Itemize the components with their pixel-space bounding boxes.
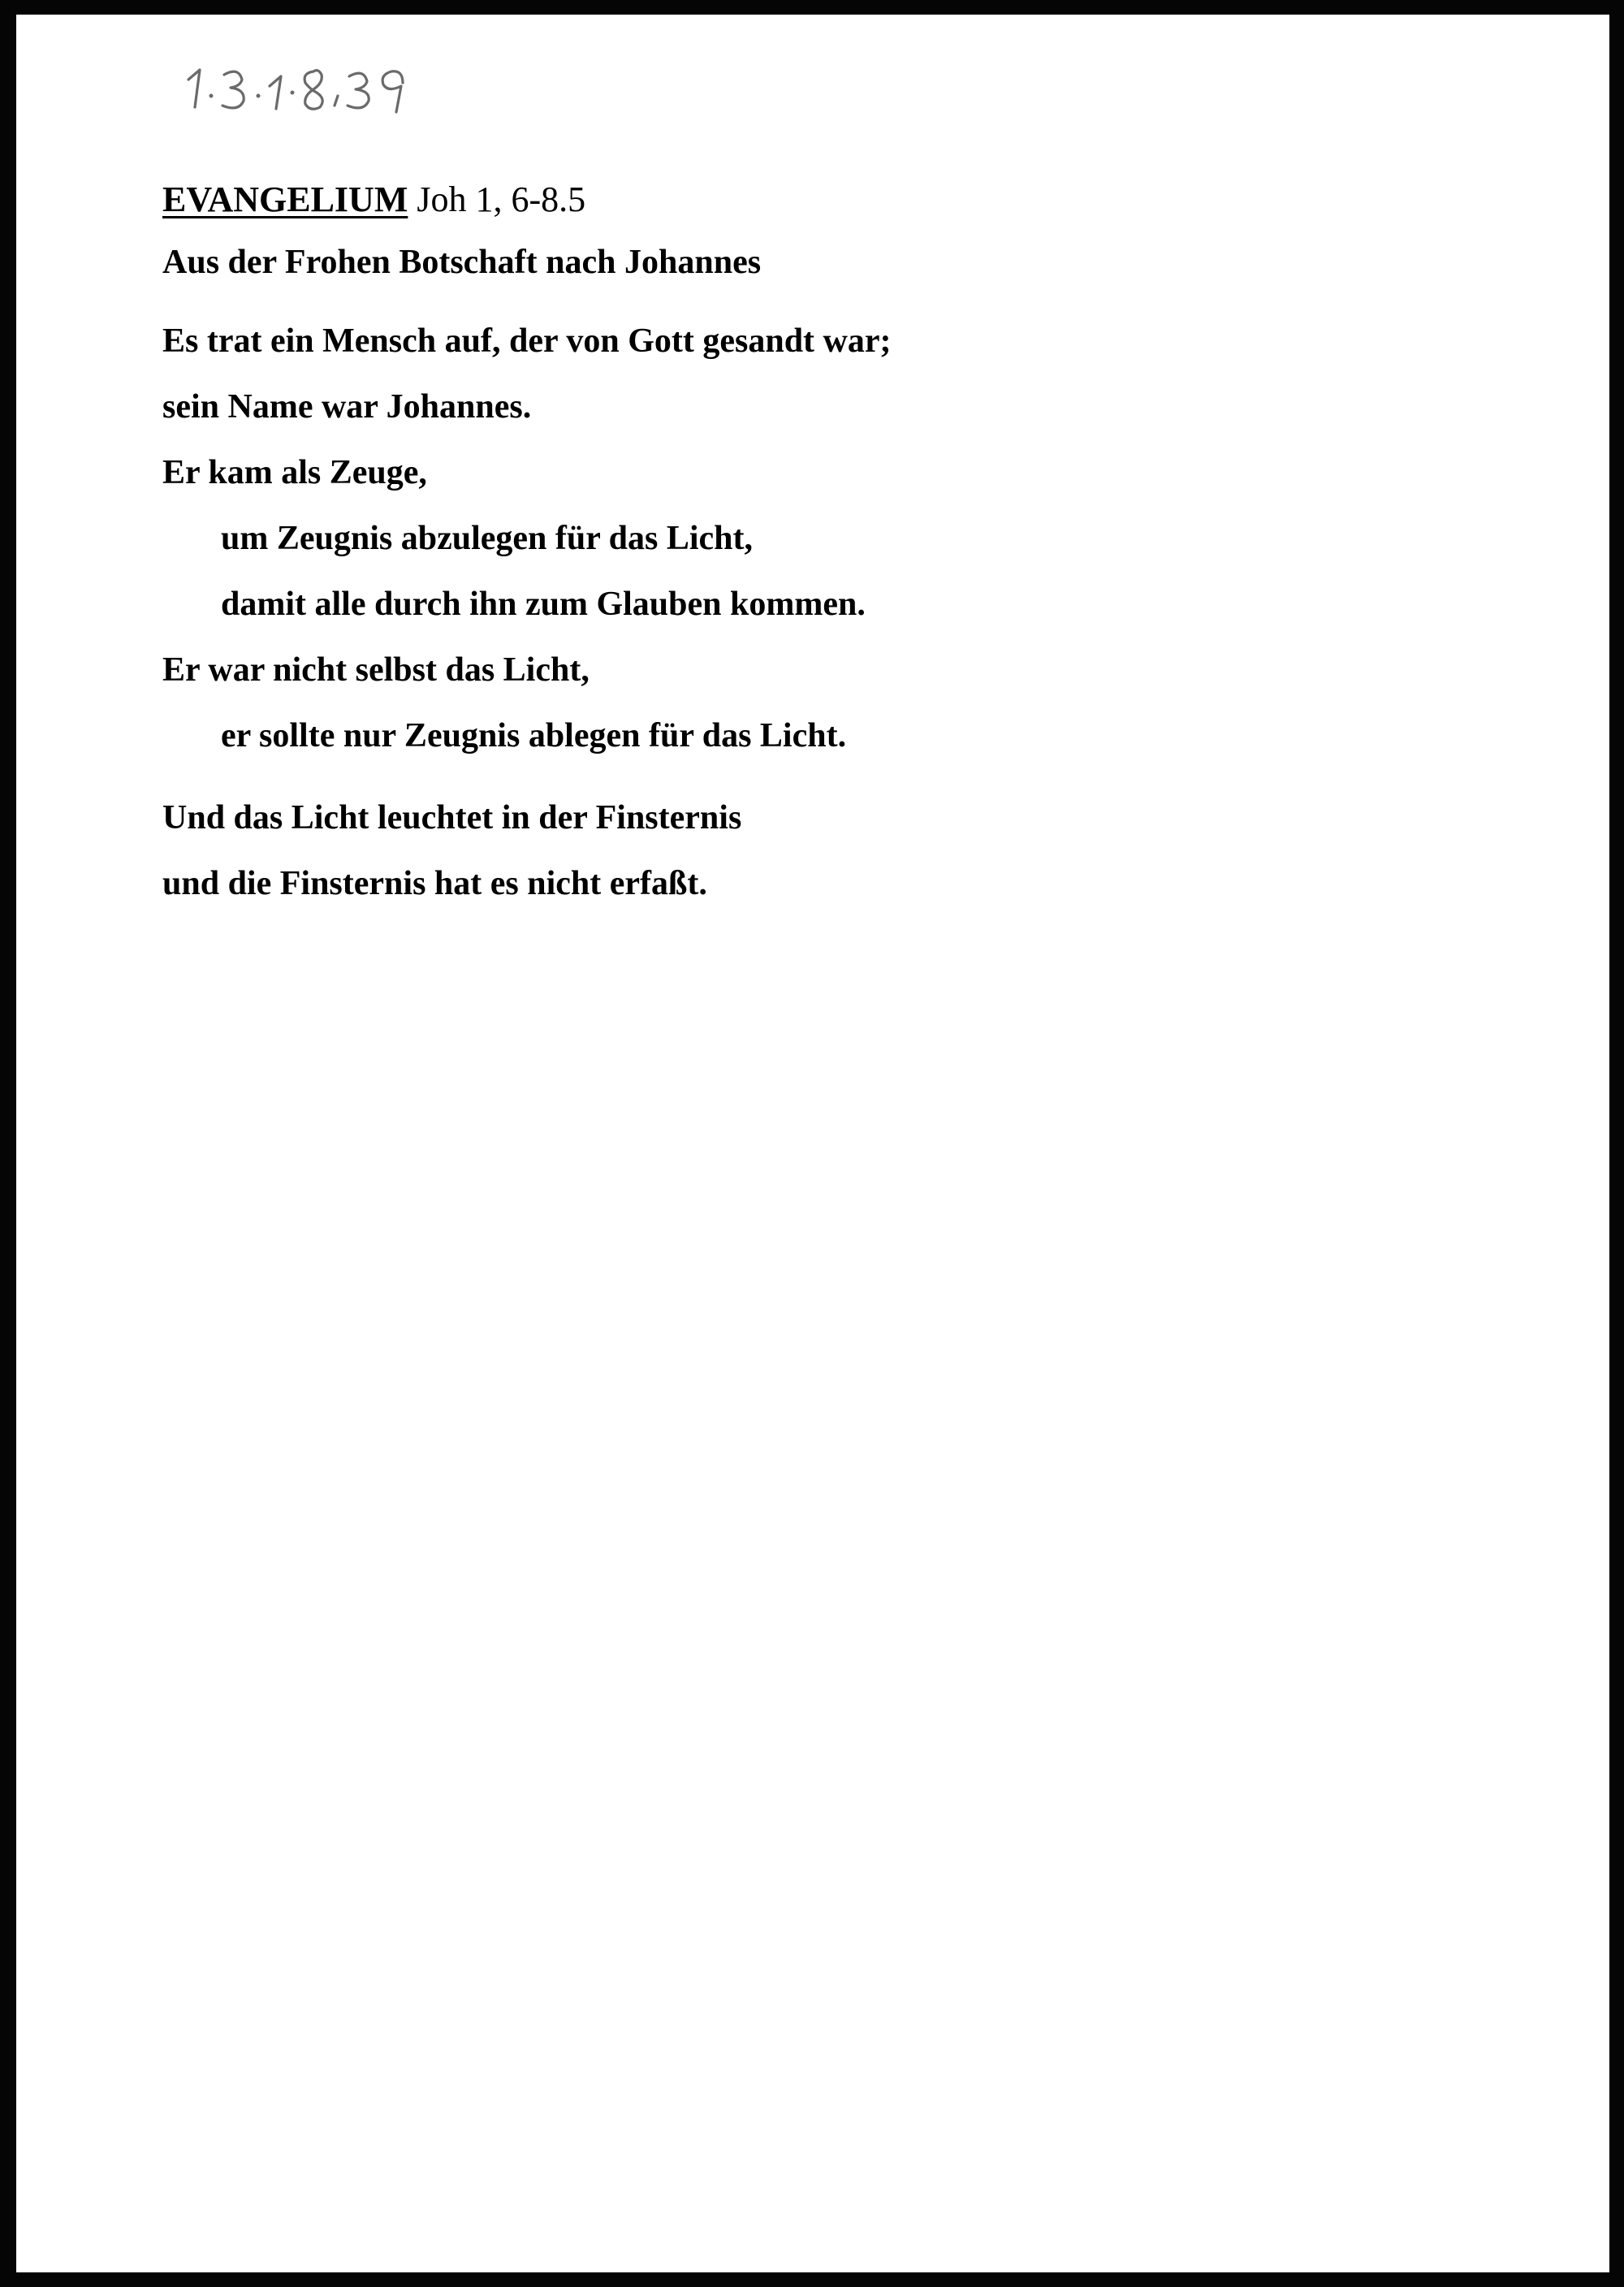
scripture-reference: Joh 1, 6-8.5: [417, 179, 586, 219]
gospel-text: [162, 177, 1543, 917]
verse-line-indented: er sollte nur Zeugnis ablegen für das Licht.: [221, 717, 847, 754]
verse-line-indented: damit alle durch ihn zum Glauben kommen.: [221, 586, 866, 623]
verse-line: Es trat ein Mensch auf, der von Gott gesandt war;: [162, 322, 892, 360]
verse-line: sein Name war Johannes.: [162, 388, 532, 426]
verse-line-indented: um Zeugnis abzulegen für das Licht,: [221, 520, 753, 557]
verse-line: Er war nicht selbst das Licht,: [162, 651, 590, 689]
verse-line: Und das Licht leuchtet in der Finsternis: [162, 799, 742, 837]
heading: [162, 177, 1543, 226]
verse-line: Er kam als Zeuge,: [162, 454, 427, 491]
document-page: [16, 15, 1609, 2272]
subtitle: Aus der Frohen Botschaft nach Johannes: [162, 244, 762, 281]
stanza-2: [162, 785, 1543, 917]
stanza-1: [162, 309, 1543, 769]
heading-label: EVANGELIUM: [162, 179, 408, 219]
verse-line: und die Finsternis hat es nicht erfaßt.: [162, 865, 707, 902]
handwritten-annotation: [171, 47, 447, 120]
